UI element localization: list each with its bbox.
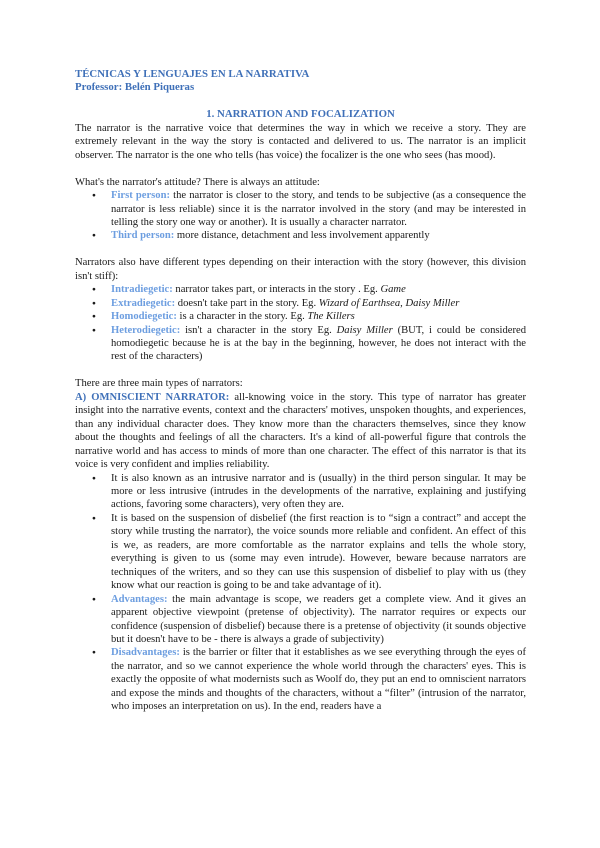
list-item [111,297,526,310]
item-text-after: (BUT, i could be considered homodiegetic because he is at the bay in the beginning, however, he does not interact with the rest of the characters) [111,324,526,363]
term-label: Third person: [111,230,175,242]
attitude-list [75,189,526,243]
item-text: is a character in the story. Eg. [176,311,308,323]
omniscient-term: A) OMNISCIENT NARRATOR: [75,391,230,403]
term-label: Homodiegetic: [111,311,177,323]
list-item [111,646,526,713]
professor-line: Professor: Belén Piqueras [75,81,195,94]
list-item [111,229,526,242]
work-title: The Killers [307,311,355,323]
list-item [111,512,526,593]
term-label: First person: [111,190,171,202]
term-label: Extradiegetic: [111,297,176,309]
section-heading: 1. NARRATION AND FOCALIZATION [206,108,395,121]
list-item [111,324,526,364]
item-text: narrator takes part, or interacts in the story . Eg. [172,284,381,296]
document-title: TÉCNICAS Y LENGUAJES EN LA NARRATIVA [75,68,310,80]
attitude-question: What's the narrator's attitude? There is always an attitude: [75,176,320,188]
list-item [111,283,526,296]
term-label: Advantages: [111,593,168,605]
item-text: It is also known as an intrusive narrator and is (usually) in the third person singular. It may be more or less intrusive (intrudes in the developments of the narrative, explaining and justifying actions, favoring some characters), very often they are. [111,472,526,511]
omniscient-text: all-knowing voice in the story. This type of narrator has greater insight into the narrative events, context and the characters' motives, unspoken thoughts, and experiences, than any individual character does. They know more than the characters themselves, since they know about the thoughts and feelings of all the characters. It's a kind of all-powerful figure that controls the narrative world and has access to minds of more than one character. The effect of this narrator is that its voice is very confident and implies reliability. [75,391,526,471]
work-title: Daisy Miller [336,324,393,336]
types-intro: Narrators also have different types depending on their interaction with the story (however, this division isn't stiff): [75,257,526,282]
item-text: is the barrier or filter that it establishes as we see everything through the eyes of the narrator, and so we cannot experience the whole world through the characters' eyes. This is exactly the opposite of what modernists such as Woolf do, they put an end to omniscient narrators and expose the minds and thoughts of the characters, without a “filter” (intrusion of the narrator, who imposes an interpretation on us). In the end, readers have a [111,647,526,713]
item-text: the narrator is closer to the story, and tends to be subjective (as a consequence the narrator is less reliable) since it is the narrator involved in the story (and may be interested in telling the story one way or another). It is usually a character narrator. [111,190,526,228]
work-title: Wizard of Earthsea, Daisy Miller [318,297,460,309]
term-label: Heterodiegetic: [111,324,181,336]
term-label: Disadvantages: [111,647,180,659]
list-item [111,472,526,512]
list-item [111,593,526,647]
list-item [111,189,526,229]
term-label: Intradiegetic: [111,284,173,296]
document-page [75,68,526,714]
item-text: It is based on the suspension of disbelief (the first reaction is to “sign a contract” and accept the story while trusting the narrator), the voice sounds more reliable and confident. An effect of this is we, as readers, are more comfortable as the narrator explains and tells the whole story, everything is given to us (some may even intrude). However, beware because narrators are techniques of the writers, and so they can use this suspension of disbelief to play with us (they know what our reaction is going to be and take advantage of it). [111,512,526,592]
main-types-intro: There are three main types of narrators: [75,378,243,390]
list-item [111,310,526,323]
item-text: more distance, detachment and less involvement apparently [174,230,430,242]
intro-paragraph: The narrator is the narrative voice that determines the way in which we receive a story. They are extremely relevant in the way the story is contacted and delivered to us. The narrator is an implicit observer. The narrator is the one who tells (has voice) the focalizer is the one who sees (has mood). [75,122,526,161]
item-text: isn't a character in the story Eg. [180,324,337,336]
work-title: Game [380,284,406,296]
omniscient-paragraph [75,391,526,472]
types-list [75,283,526,364]
item-text: doesn't take part in the story. Eg. [175,297,319,309]
item-text: the main advantage is scope, we readers get a complete view. And it gives an apparent objective viewpoint (pretense of objectivity). The narrator requires or expects our confidence (suspension of disbelief) because there is a pretense of objectivity (it sounds objective but it doesn't have to be - there is always a grade of subjectivity) [111,593,526,645]
omniscient-list [75,472,526,714]
